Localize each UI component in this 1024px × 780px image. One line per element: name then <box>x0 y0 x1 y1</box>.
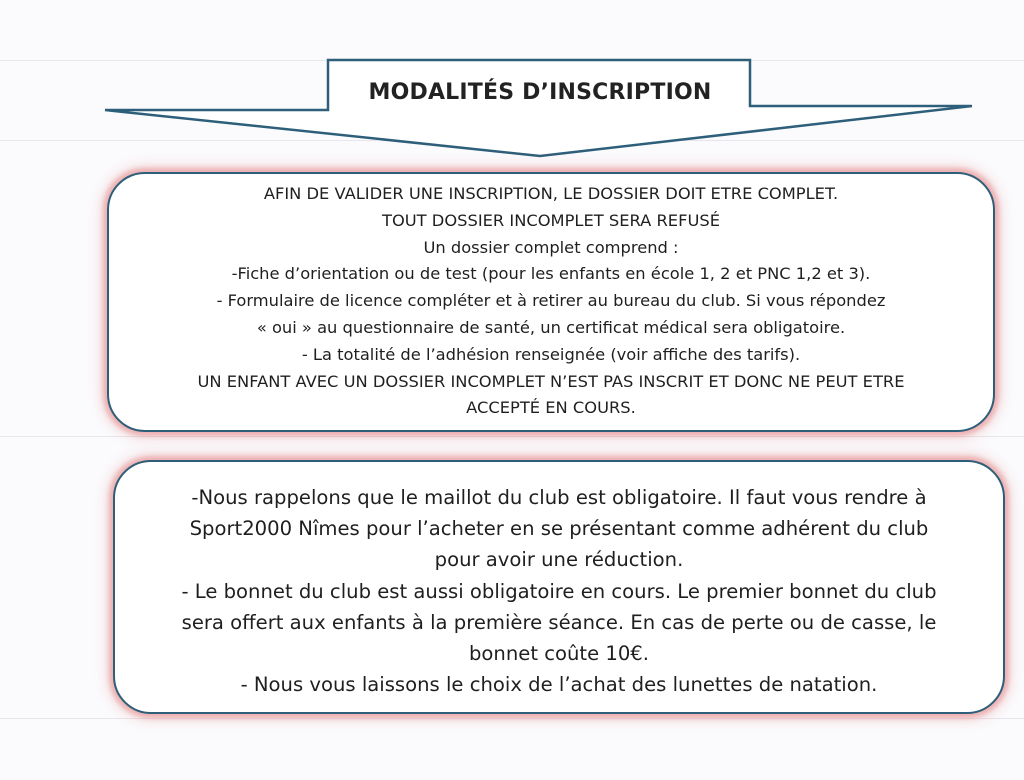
club-equipment-box <box>113 460 1005 714</box>
requirement-line: ACCEPTÉ EN COURS. <box>466 398 636 418</box>
requirement-line: - La totalité de l’adhésion renseignée (voir affiche des tarifs). <box>301 344 801 364</box>
page-title: MODALITÉS D’INSCRIPTION <box>368 80 712 105</box>
equipment-line: - Le bonnet du club est aussi obligatoire en cours. Le premier bonnet du club <box>181 579 937 603</box>
equipment-line: pour avoir une réduction. <box>434 548 684 572</box>
scan-line <box>0 718 1024 719</box>
equipment-line: -Nous rappelons que le maillot du club est obligatoire. Il faut vous rendre à <box>191 486 927 509</box>
registration-requirements-box <box>107 172 995 432</box>
equipment-line: Sport2000 Nîmes pour l’acheter en se présentant comme adhérent du club <box>189 517 929 541</box>
equipment-line: - Nous vous laissons le choix de l’achat des lunettes de natation. <box>240 673 878 697</box>
requirement-line: UN ENFANT AVEC UN DOSSIER INCOMPLET N’EST PAS INSCRIT ET DONC NE PEUT ETRE <box>197 371 905 391</box>
requirement-line: -Fiche d’orientation ou de test (pour les enfants en école 1, 2 et PNC 1,2 et 3). <box>231 264 871 284</box>
requirement-line: - Formulaire de licence compléter et à retirer au bureau du club. Si vous répondez <box>216 291 886 311</box>
requirement-line: TOUT DOSSIER INCOMPLET SERA REFUSÉ <box>382 210 720 230</box>
equipment-line: bonnet coûte 10€. <box>469 642 649 666</box>
requirement-line: « oui » au questionnaire de santé, un certificat médical sera obligatoire. <box>256 317 846 337</box>
equipment-line: sera offert aux enfants à la première séance. En cas de perte ou de casse, le <box>181 610 937 634</box>
scan-line <box>0 436 1024 437</box>
requirement-line: AFIN DE VALIDER UNE INSCRIPTION, LE DOSSIER DOIT ETRE COMPLET. <box>263 184 839 203</box>
requirement-line: Un dossier complet comprend : <box>423 237 679 257</box>
